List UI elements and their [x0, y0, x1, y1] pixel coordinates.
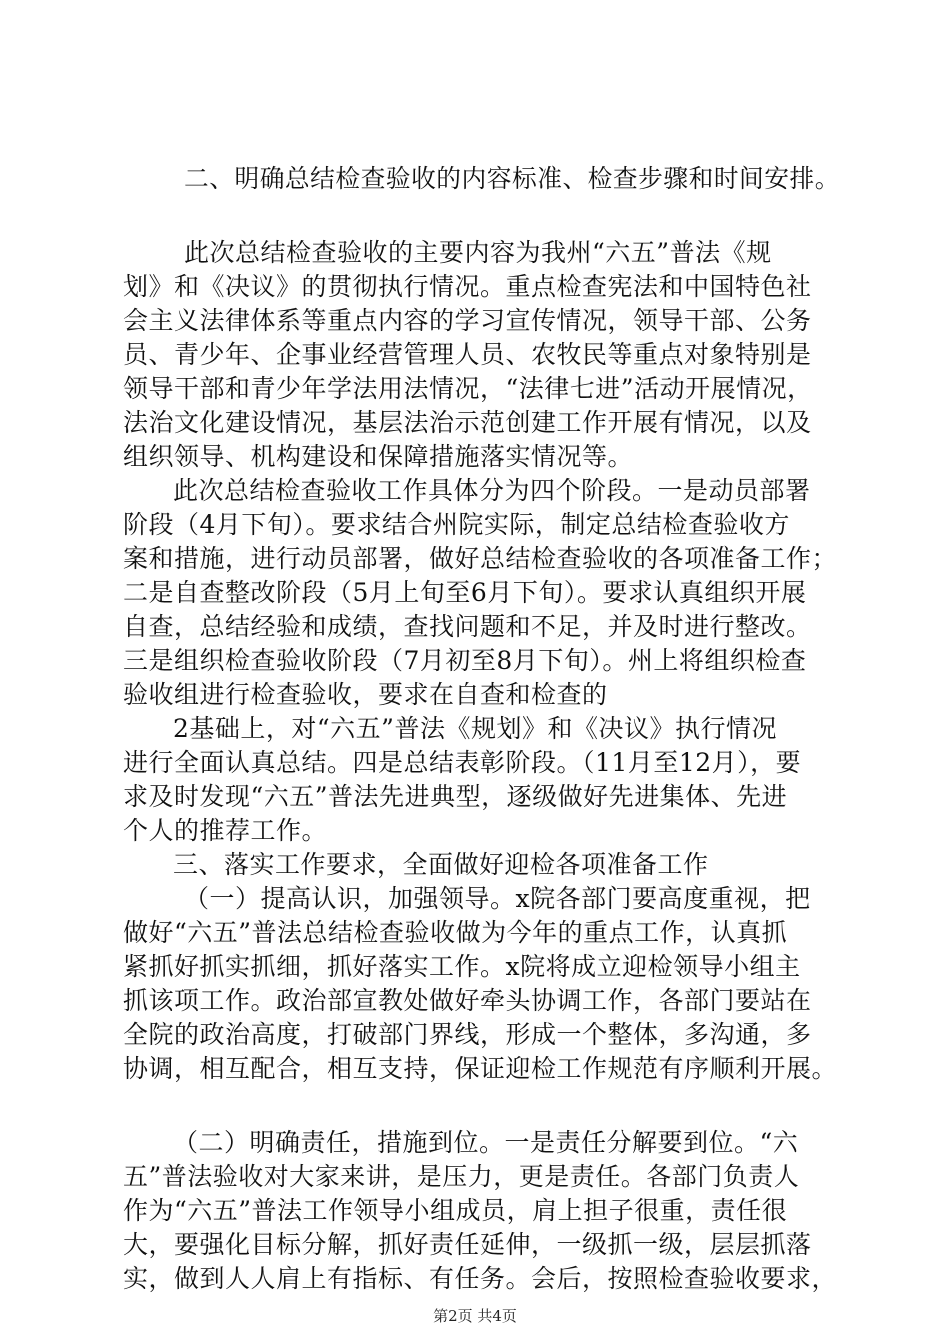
page-footer: 第2页 共4页: [433, 1307, 517, 1325]
paragraph-line: 实，做到人人肩上有指标、有任务。会后，按照检查验收要求，: [123, 1264, 838, 1293]
paragraph-line: 此次总结检查验收工作具体分为四个阶段。一是动员部署: [173, 476, 811, 505]
paragraph-line: 划》和《决议》的贯彻执行情况。重点检查宪法和中国特色社: [123, 272, 812, 301]
paragraph-line: 抓该项工作。政治部宣教处做好牵头协调工作，各部门要站在: [123, 986, 812, 1015]
paragraph-line: 五”普法验收对大家来讲，是压力，更是责任。各部门负责人: [123, 1162, 800, 1191]
paragraph-line: 紧抓好抓实抓细，抓好落实工作。x院将成立迎检领导小组主: [123, 952, 801, 981]
paragraph-line: 自查，总结经验和成绩，查找问题和不足，并及时进行整改。: [123, 612, 812, 641]
paragraph-line: 此次总结检查验收的主要内容为我州“六五”普法《规: [184, 238, 772, 267]
paragraph-line: 进行全面认真总结。四是总结表彰阶段。（11月至12月），要: [123, 748, 802, 777]
paragraph-line: 个人的推荐工作。: [123, 816, 328, 845]
paragraph-line: （二）明确责任，措施到位。一是责任分解要到位。“六: [173, 1128, 799, 1157]
paragraph-line: 案和措施，进行动员部署，做好总结检查验收的各项准备工作；: [123, 544, 838, 573]
paragraph-line: 协调，相互配合，相互支持，保证迎检工作规范有序顺利开展。: [123, 1054, 838, 1083]
paragraph-line: 验收组进行检查验收，要求在自查和检查的: [123, 680, 608, 709]
paragraph-line: （一）提高认识，加强领导。x院各部门要高度重视，把: [184, 884, 811, 913]
paragraph-line: 法治文化建设情况，基层法治示范创建工作开展有情况，以及: [123, 408, 812, 437]
paragraph-line: 二是自查整改阶段（5月上旬至6月下旬）。要求认真组织开展: [123, 578, 807, 607]
paragraph-line: 求及时发现“六五”普法先进典型，逐级做好先进集体、先进: [123, 782, 788, 811]
paragraph-line: 作为“六五”普法工作领导小组成员，肩上担子很重，责任很: [123, 1196, 788, 1225]
paragraph-line: 大，要强化目标分解，抓好责任延伸，一级抓一级，层层抓落: [123, 1230, 812, 1259]
paragraph-line: 会主义法律体系等重点内容的学习宣传情况，领导干部、公务: [123, 306, 812, 335]
paragraph-line: 领导干部和青少年学法用法情况，“法律七进”活动开展情况，: [123, 374, 813, 403]
paragraph-line: 全院的政治高度，打破部门界线，形成一个整体，多沟通，多: [123, 1020, 812, 1049]
paragraph-line: 员、青少年、企事业经营管理人员、农牧民等重点对象特别是: [123, 340, 812, 369]
paragraph-line: 2基础上，对“六五”普法《规划》和《决议》执行情况: [173, 714, 777, 743]
paragraph-line: 组织领导、机构建设和保障措施落实情况等。: [123, 442, 634, 471]
paragraph-line: 阶段（4月下旬）。要求结合州院实际，制定总结检查验收方: [123, 510, 790, 539]
section-heading-3: 三、落实工作要求，全面做好迎检各项准备工作: [173, 850, 709, 879]
section-heading-2: 二、明确总结检查验收的内容标准、检查步骤和时间安排。: [184, 164, 840, 193]
paragraph-line: 做好“六五”普法总结检查验收做为今年的重点工作，认真抓: [123, 918, 788, 947]
paragraph-line: 三是组织检查验收阶段（7月初至8月下旬）。州上将组织检查: [123, 646, 807, 675]
